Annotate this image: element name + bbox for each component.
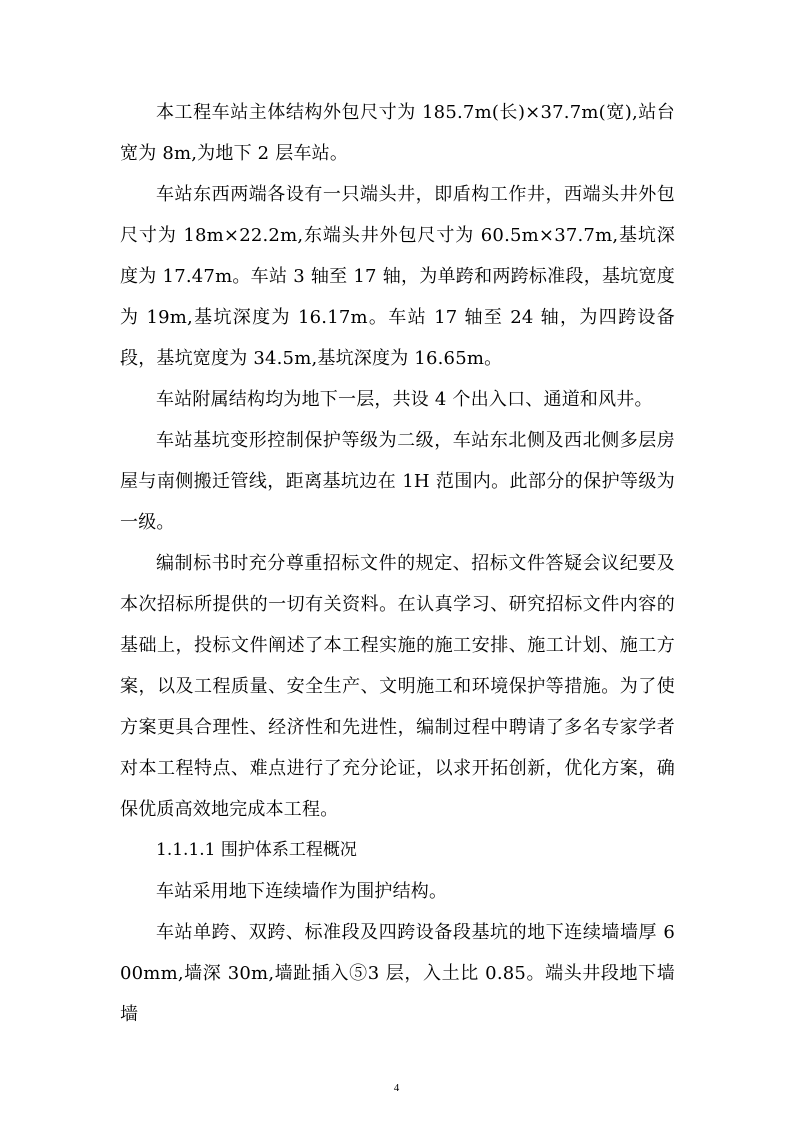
section-heading: 1.1.1.1 围护体系工程概况	[156, 840, 357, 860]
paragraph-station-dimensions: 本工程车站主体结构外包尺寸为 185.7m(长)×37.7m(宽),站台宽为 8m,为地下 2 层车站。	[120, 102, 675, 164]
paragraph-end-shafts: 车站东西两端各设有一只端头井，即盾构工作井，西端头井外包尺寸为 18m×22.2m,东端头井外包尺寸为 60.5m×37.7m,基坑深度为 17.47m。车站 3 轴至 17 轴，为单跨和两跨标准段，基坑宽度为 19m,基坑深度为 16.17m。车站 17 轴至 24 轴，为四跨设备段，基坑宽度为 34.5m,基坑深度为 16.65m。	[120, 184, 675, 369]
paragraph-bid-preparation: 编制标书时充分尊重招标文件的规定、招标文件答疑会议纪要及本次招标所提供的一切有关资料。在认真学习、研究招标文件内容的基础上，投标文件阐述了本工程实施的施工安排、施工计划、施工方案，以及工程质量、安全生产、文明施工和环境保护等措施。为了使方案更具合理性、经济性和先进性，编制过程中聘请了多名专家学者对本工程特点、难点进行了充分论证，以求开拓创新，优化方案，确保优质高效地完成本工程。	[120, 553, 675, 820]
paragraph-diaphragm-wall: 车站单跨、双跨、标准段及四跨设备段基坑的地下连续墙墙厚 600mm,墙深 30m,墙趾插入⑤3 层，入土比 0.85。端头井段地下墙墙	[120, 922, 675, 1025]
paragraph-protection-level: 车站基坑变形控制保护等级为二级，车站东北侧及西北侧多层房屋与南侧搬迁管线，距离基坑边在 1H 范围内。此部分的保护等级为一级。	[120, 430, 675, 533]
page-number: 4	[393, 1082, 400, 1094]
paragraph-auxiliary-structures: 车站附属结构均为地下一层，共设 4 个出入口、通道和风井。	[156, 389, 653, 410]
paragraph-retaining-structure: 车站采用地下连续墙作为围护结构。	[156, 881, 448, 902]
document-body	[120, 92, 675, 1035]
